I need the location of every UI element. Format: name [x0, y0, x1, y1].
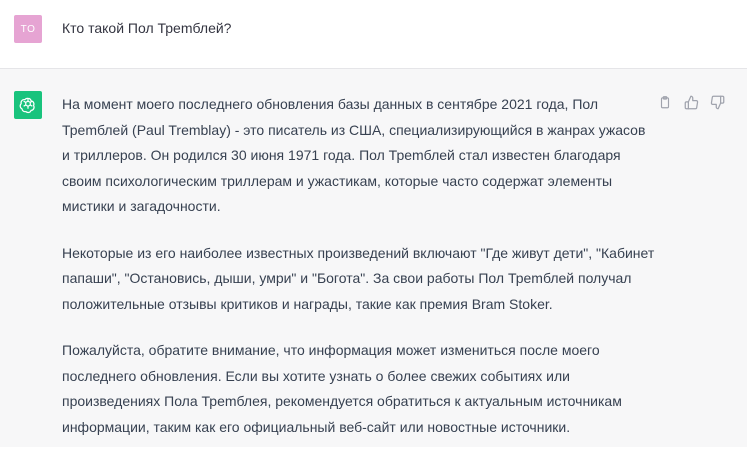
openai-logo-icon	[14, 91, 42, 119]
avatar: TO	[14, 15, 42, 43]
thumbs-up-icon[interactable]	[683, 94, 699, 110]
thumbs-down-icon[interactable]	[709, 94, 725, 110]
clipboard-icon[interactable]	[657, 94, 673, 110]
message-paragraph: Некоторые из его наиболее известных произведений включают "Где живут дети", "Кабинет папаши", "Остановись, дыши, умри" и "Богота". За свои работы Пол Трemблей получал положительные отзывы критиков и награды, такие как премия Bram Stoker.	[62, 244, 655, 312]
user-message-row	[0, 0, 747, 69]
assistant-message-row	[0, 69, 747, 447]
message-paragraph: Пожалуйста, обратите внимание, что информация может измениться после моего последнего обновления. Если вы хотите узнать о более свежих событиях или произведениях Пола Трemблея, рекомендуется обратиться к актуальным источникам информации, таким как его официальный веб-сайт или новостные источники.	[62, 342, 622, 435]
message-actions	[657, 94, 725, 110]
message-paragraph: На момент моего последнего обновления базы данных в сентябре 2021 года, Пол Трemблей (Paul Tremblay) - это писатель из США, специализирующийся в жанрах ужасов и триллеров. Он родился 30 июня 1971 года. Пол Трemблей стал известен благодаря своим психологическим триллерам и ужастикам, которые часто содержат элементы мистики и загадочности.	[62, 96, 646, 214]
user-message-text: Кто такой Пол Трemблей?	[62, 20, 232, 36]
assistant-message-text	[62, 92, 656, 461]
